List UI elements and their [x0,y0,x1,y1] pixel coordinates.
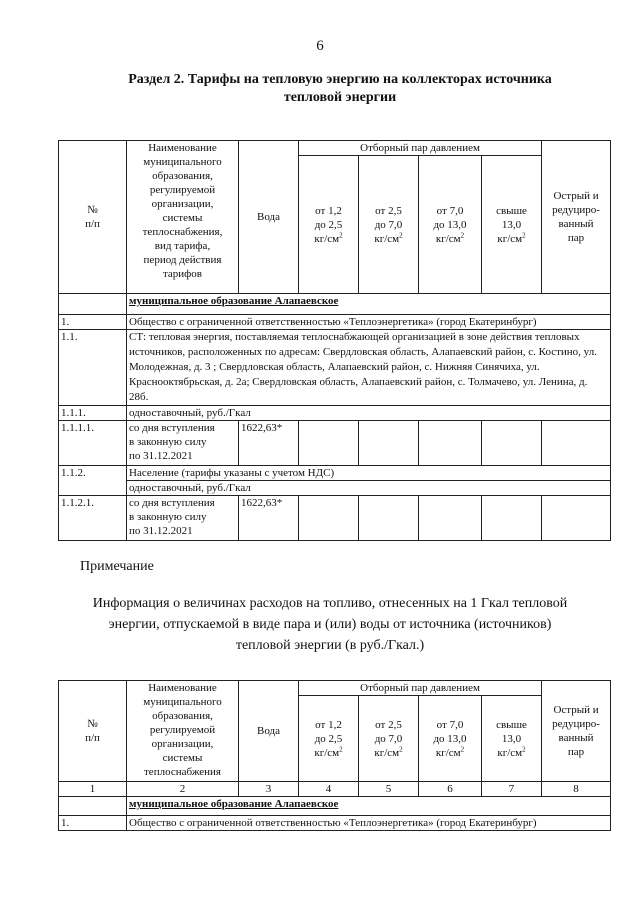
section-title-line-2: тепловой энергии [283,90,397,105]
header-sharp-steam: Острый и редуциро- ванный пар [542,681,611,782]
row-num: 1.1.1.1. [59,421,127,466]
col-number: 4 [299,782,359,797]
col-number: 1 [59,782,127,797]
col-number: 7 [482,782,542,797]
header-steam-group: Отборный пар давлением [299,681,542,696]
header-num: № п/п [59,141,127,294]
section-title-line-1: Раздел 2. Тарифы на тепловую энергию на коллекторах источника [128,72,552,87]
row-num: 1.1.2.1. [59,496,127,541]
header-num: № п/п [59,681,127,782]
row-num: 1.1.1. [59,406,127,421]
tariff-table [58,140,611,541]
section-title [100,71,580,107]
header-steam-group: Отборный пар давлением [299,141,542,156]
table-row [59,496,611,541]
header-name: Наименование муниципального образования, регулируемой организации, системы теплоснабжения, вид тарифа, период действия тарифов [127,141,239,294]
page-number: 6 [316,38,324,54]
header-pressure-7-0: от 7,0 до 13,0 $кг/см^2$ [419,156,482,294]
organization-name: Общество с ограниченной ответственностью «Теплоэнергетика» (город Екатеринбург) [127,816,611,831]
heat-supply-description: СТ: тепловая энергия, поставляемая теплоснабжающей организацией в зоне действия тепловых источников, расположенных по адресам: Свердловская область, Алапаевский район, с. Костино, ул. Молодежная, д. 3 ; Свердловская область, Алапаевский район, с. Нижняя Синячиха, ул. Краснооктябрьская, д. 2а; Свердловская область, Алапаевский район, с. Толмачево, ул. Ленина, д. 28б. [127,330,611,406]
header-pressure-2-5: от 2,5 до 7,0 $кг/см^2$ [359,156,419,294]
population-note: Население (тарифы указаны с учетом НДС) [127,466,611,481]
municipality-row [59,294,611,315]
note-label: Примечание [80,559,154,574]
tariff-period: со дня вступления в законную силу по 31.12.2021 [127,421,239,466]
row-num: 1. [59,315,127,330]
table-row [59,315,611,330]
fuel-cost-table [58,680,611,831]
municipality-name: муниципальное образование Алапаевское [127,294,611,315]
header-row [59,681,611,696]
municipality-name: муниципальное образование Алапаевское [127,797,611,816]
header-pressure-1-2: от 1,2 до 2,5 $кг/см^2$ [299,156,359,294]
column-number-row [59,782,611,797]
col-number: 6 [419,782,482,797]
municipality-row [59,797,611,816]
header-pressure-1-2: от 1,2 до 2,5 $кг/см^2$ [299,696,359,782]
header-water: Вода [239,141,299,294]
tariff-type: одноставочный, руб./Гкал [127,481,611,496]
table-row [59,406,611,421]
header-name: Наименование муниципального образования, регулируемой организации, системы теплоснабжения [127,681,239,782]
table-row [59,330,611,406]
table-row [59,421,611,466]
water-tariff-value: 1622,63* [239,421,299,466]
header-pressure-13: свыше 13,0 $кг/см^2$ [482,156,542,294]
header-row [59,141,611,156]
header-sharp-steam: Острый и редуциро- ванный пар [542,141,611,294]
fuel-cost-info: Информация о величинах расходов на топливо, отнесенных на 1 Гкал тепловой энергии, отпускаемой в виде пара и (или) воды от источника (источников) тепловой энергии (в руб./Гкал.) [92,596,568,653]
col-number: 2 [127,782,239,797]
header-pressure-13: свыше 13,0 $кг/см^2$ [482,696,542,782]
header-pressure-2-5: от 2,5 до 7,0 $кг/см^2$ [359,696,419,782]
table-row [59,816,611,831]
row-num: 1. [59,816,127,831]
row-num: 1.1. [59,330,127,406]
header-pressure-7-0: от 7,0 до 13,0 $кг/см^2$ [419,696,482,782]
organization-name: Общество с ограниченной ответственностью «Теплоэнергетика» (город Екатеринбург) [127,315,611,330]
col-number: 8 [542,782,611,797]
header-water: Вода [239,681,299,782]
water-tariff-value: 1622,63* [239,496,299,541]
row-num: 1.1.2. [59,466,127,496]
table-row [59,481,611,496]
tariff-period: со дня вступления в законную силу по 31.12.2021 [127,496,239,541]
tariff-type: одноставочный, руб./Гкал [127,406,611,421]
table-row [59,466,611,481]
col-number: 3 [239,782,299,797]
col-number: 5 [359,782,419,797]
